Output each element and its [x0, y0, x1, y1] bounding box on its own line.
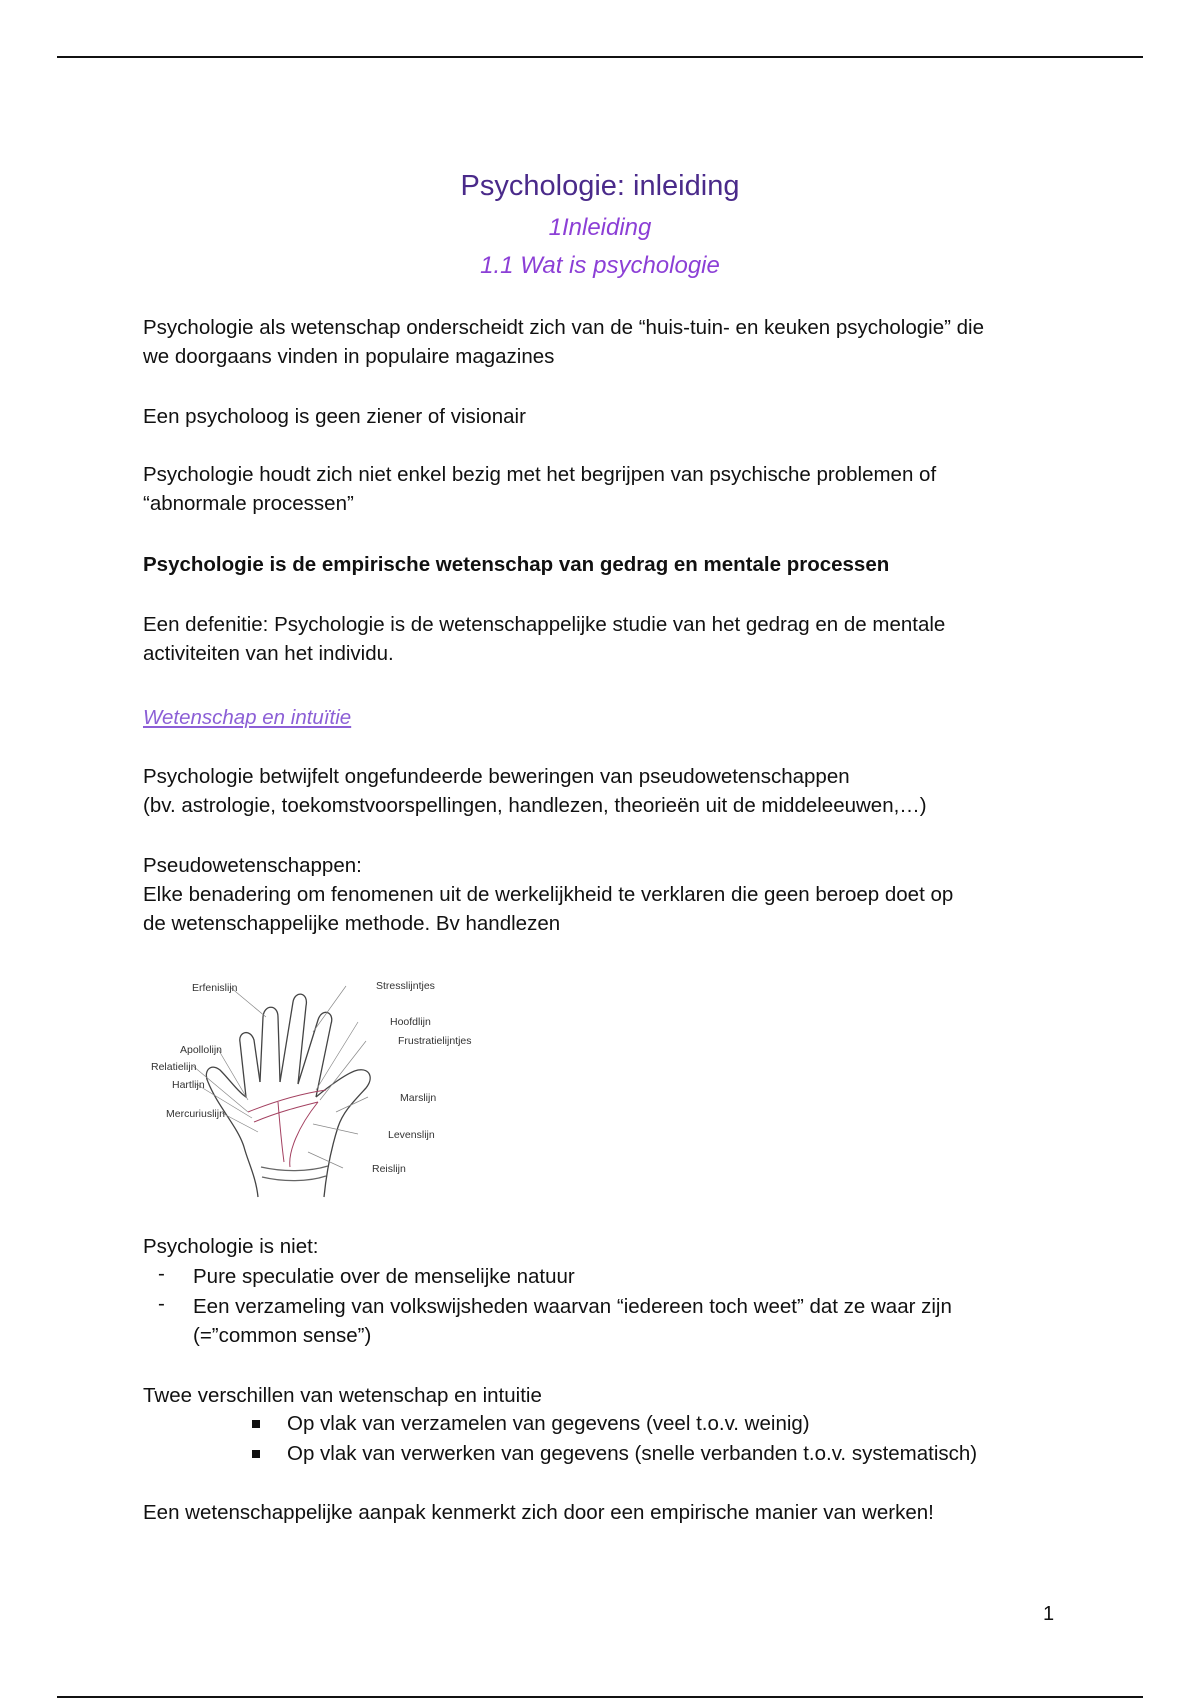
label-levenslijn: Levenslijn [388, 1129, 435, 1141]
page-number: 1 [1043, 1603, 1055, 1625]
list-item: Op vlak van verwerken van gegevens (snelle verbanden t.o.v. systematisch) [287, 1442, 978, 1465]
label-mercuriuslijn: Mercuriuslijn [166, 1108, 225, 1120]
label-apollolijn: Apollolijn [180, 1044, 223, 1056]
palmistry-hand-illustration [148, 962, 498, 1202]
paragraph-7: Pseudowetenschappen: Elke benadering om fenomenen uit de werkelijkheid te verklaren die geen beroep doet op de wetenschappelijke methode. Bv handlezen [143, 854, 954, 935]
label-relatielijn: Relatielijn [151, 1061, 197, 1073]
bottom-rule [57, 1696, 1143, 1698]
paragraph-1: Psychologie als wetenschap onderscheidt zich van de “huis-tuin- en keuken psychologie” die we doorgaans vinden in populaire magazines [143, 316, 984, 368]
section-heading: 1.1 Wat is psychologie [480, 252, 720, 279]
label-frustratielijntjes: Frustratielijntjes [398, 1035, 472, 1047]
chapter-heading: 1Inleiding [548, 214, 652, 241]
top-rule [57, 56, 1143, 58]
label-marslijn: Marslijn [400, 1092, 437, 1104]
subheading-wetenschap-intuitie[interactable]: Wetenschap en intuïtie [143, 706, 352, 729]
paragraph-2: Een psycholoog is geen ziener of visionair [143, 405, 526, 428]
paragraph-6: Psychologie betwijfelt ongefundeerde beweringen van pseudowetenschappen (bv. astrologie, toekomstvoorspellingen, handlezen, theorieën uit de middeleeuwen,…) [143, 765, 927, 817]
paragraph-8: Psychologie is niet: [143, 1235, 319, 1258]
label-hartlijn: Hartlijn [172, 1079, 205, 1091]
paragraph-5: Een defenitie: Psychologie is de wetenschappelijke studie van het gedrag en de mentale activiteiten van het individu. [143, 613, 946, 665]
list-item: Een verzameling van volkswijsheden waarvan “iedereen toch weet” dat ze waar zijn (=”common sense”) [193, 1295, 952, 1347]
dash-bullet: - [158, 1292, 165, 1315]
list-item: Pure speculatie over de menselijke natuur [193, 1265, 575, 1288]
square-bullet [252, 1450, 260, 1458]
label-reislijn: Reislijn [372, 1163, 406, 1175]
paragraph-3: Psychologie houdt zich niet enkel bezig met het begrijpen van psychische problemen of “abnormale processen” [143, 463, 937, 515]
label-stresslijntjes: Stresslijntjes [376, 980, 435, 992]
document-title: Psychologie: inleiding [460, 170, 740, 202]
paragraph-10: Een wetenschappelijke aanpak kenmerkt zich door een empirische manier van werken! [143, 1501, 934, 1524]
label-erfenislijn: Erfenislijn [192, 982, 238, 994]
definition-bold: Psychologie is de empirische wetenschap van gedrag en mentale processen [143, 553, 890, 576]
paragraph-9: Twee verschillen van wetenschap en intuitie [143, 1384, 542, 1407]
square-bullet [252, 1420, 260, 1428]
list-item: Op vlak van verzamelen van gegevens (veel t.o.v. weinig) [287, 1412, 810, 1435]
label-hoofdlijn: Hoofdlijn [390, 1016, 431, 1028]
dash-bullet: - [158, 1262, 165, 1285]
